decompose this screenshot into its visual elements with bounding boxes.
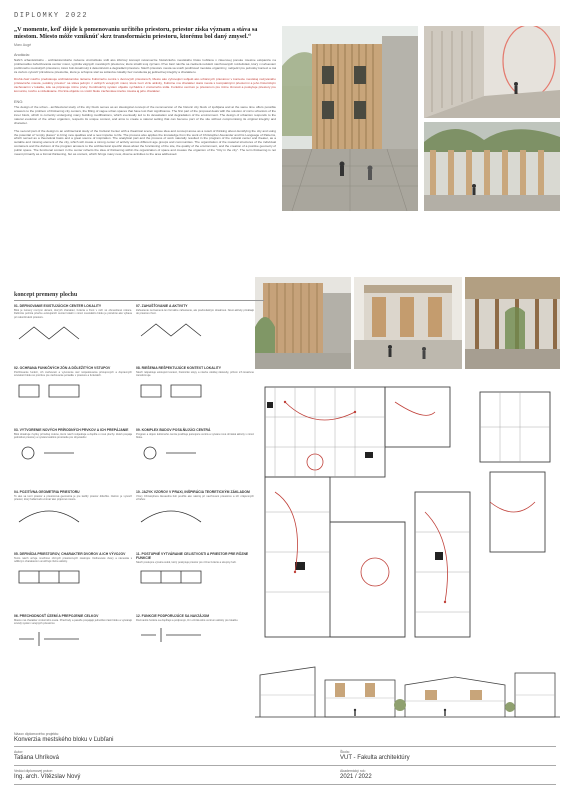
render-courtyard-image [424,26,560,118]
render-arcade-image [424,122,560,211]
render-theatre-image [354,277,462,369]
concept-item [136,304,254,345]
concept-item [136,428,254,469]
concept-item-title: 08. RIEŠENIA REŠPEKTUJÚCE KONTEXT LOKALITY [136,366,222,370]
concept-item [136,552,254,593]
concept-item-title: 09. KOMPLEX BUDOV POSILŇUJÚCI CENTRÁ [136,428,211,432]
concept-divider [14,300,264,301]
concept-sketch-icon [136,442,206,464]
concept-item-title: 10. JAZYK VZOROV V PRAXI, INŠPIRÁCIA TEORETICKÝM ZÁKLADOM [136,490,250,494]
page-header: DIPLOMKY 2022 [14,12,89,20]
concept-item-text: Návrh rešpektuje existujúci kontext, historické stopy a mierku okolitej zástavby, pričom ich kreatívne transformuje. [136,371,254,378]
year-label: Akademický rok: [340,769,366,773]
concept-sketch-icon [136,624,206,646]
supervisor-value: Ing. arch. Vítězslav Nový [14,774,81,780]
footer-divider [14,765,556,766]
concept-sketch-icon [14,442,84,464]
concept-sketch-icon [136,380,206,402]
concept-sketch-icon [14,321,84,343]
concept-item [14,366,132,407]
eng-text-1: The design of the urban - architectural study of the city block serves as an ideological concept of the reconversion of the historic city block of Ljubljana and at the same time offers possible answers to the problem of thickening city centers, the filling of vague urban spaces that have lost their significance. The first part of the proposal deals with the solution of micro urbanism of the inner block, which is currently undergoing many building modifications, which eventually led to its devastation and degradation of the environment. The design of urbanism responds to the natural evolution of the urban organism, respects its unique context, and aims to create a natural setting that can become part of the site without compromising its original integrity and character. [14,105,276,125]
concept-item [14,428,132,469]
concept-item-title: 03. VYTVORENIE NOVÝCH PRÍRODNÝCH PRVKOV A ICH PREPÁJANIE [14,428,129,432]
anotacia-title: Anotácia: [14,52,30,57]
intro-quote: „V momente, keď dôjde k pomenovaniu určitého priestoru, priestor získa význam a stáva sa miestom. Miesto môže vzniknúť skrz transformáciu priestoru, ktorému bol daný zmysel.“ [14,26,258,41]
concept-item-text: Zahustenie neznamená len formálne zahustenie, ale predovšetkým obsahové. Nové aktivity prinášajú do priestoru život. [136,309,254,316]
anotacia-red-text: Druhá časť návrhu predstavuje architektonické riešenie Kultúrneho centra v dvorových priestoroch, Mesto ako vyhovujúci subjekt ako urbánnych priestorov v kontexte mestskej nazývaného prístavného miesta „Lokálny priestor“ sa stáva jedným z veľkých verejných miest, ktoré tvorí víziu aktivity, Kultúrne ma charakter stará mesta s kompaktnými priestormi a jeho historickým zachovaním v lokalite, kde sa pripravuje rôzne prvky. Konštrukčný systém objektu vychádza z vnútorného sídla. Funkčné centrum je priestorom pre rôzne činnosti a poskytuje priestory pre komunitu, tvorbu a vzdelávanie. Pozícia objektu vo vnútri bloku zachováva mierku miesta aj jeho charakter. [14,77,276,94]
concept-item-title: 06. PRECHODNOSŤ ÚZEMÍ A PREPOJENIE CELKOV [14,614,99,618]
concept-item-title: 02. OCHRANA FUNKČNÝCH ZÓN A DÔLEŽITÝCH VSTUPOV [14,366,111,370]
concept-item-title: 07. ZAHUŠŤOVANIE A AKTIVITY [136,304,188,308]
concept-item-title: 05. DEFINÍCIA PRIESTOROV, CHARAKTER DVOROV A ICH VÝVOJOV [14,552,126,556]
concept-sketch-icon [14,628,84,650]
concept-sketch-icon [14,380,84,402]
eng-text-2: The second part of the design is an architectural study of the Cultural Center with a theatrical scene, whose idea and concept arose as a result of thinking about densifying the city and using the potential of "empty places" to bring new qualities and a new impulse to life. The process also applies the knowledge from the work of Christopher Alexander and his Language of Patterns, which served as a theoretical basis and a great source of inspiration. The analytical part and the process of work naturally resulted in the program of the cultural center and theater, as a suitable and missing element of the city, which will create a strong center of activity across different age groups and communities. The organization of the material structures of the individual containers and the division of the program answers to the architectural specific ideas about the functioning of the site, the quality of the environment, and the creation of a positive geometry of public space. The functional content in the center reflects the idea of thickening within the organization of space and creates the organism of the "City in the city". The term thickening is not meant primarily as a formal thickening, but as content, which brings many new, diverse activities to the area addressed. [14,128,276,157]
concept-item [14,304,132,348]
concept-item-text: Blok obsahuje zvyšky prírodnej zelene, ktorú návrh rešpektuje a dopĺňa o nové plochy. Zeleň prepája jednotlivé priestory a vytvára kvalitné prostredie pre obyvateľov. [14,433,132,440]
concept-item-text: Tento návrh určuje množstvo rôznych priestorových nástrojov. Definované dvory a námestia s odlišným charakterom umožňujú rôzne aktivity. [14,557,132,564]
intro-text [14,26,276,157]
concept-sketch-icon [136,504,206,526]
year-value: 2021 / 2022 [340,774,372,780]
concept-item-text: To ako sa tvorí priestor a priestorová geometria je pre každý priestor dôležitá. Cieľom je vytvoriť priestor, ktorý ľudia budú vnímať ako príjemné miesto. [14,495,132,502]
supervisor-label: Vedúci diplomovej práce: [14,769,53,773]
concept-item [136,490,254,531]
author-value: Tatiana Uhríková [14,755,60,761]
footer-divider [14,746,556,747]
render-interior-image [465,277,560,369]
project-value: Konverzia mestského bloku v Ľubľani [14,737,114,743]
concept-item-title: 12. FUNKCIE PODPORUJÚCE SA NAVZÁJOM [136,614,210,618]
school-value: VUT - Fakulta architektúry [340,755,410,761]
floor-plans-drawing [255,372,560,652]
concept-item-title: 01. DEFINOVANIE EXISTUJÚCICH CENTER LOKALITY [14,304,102,308]
concept-item-title: 04. POZITÍVNA GEOMETRIA PRIESTORU [14,490,80,494]
eng-title: ENG: [14,100,24,105]
project-label: Názov diplomového projektu: [14,732,60,736]
concept-item-text: Vzory Christophera Alexandra boli použité ako nástroj pri navrhovaní priestorov a ich vzájomných vzťahov. [136,495,254,502]
concept-item [14,552,132,593]
concept-item [136,614,254,651]
concept-item-text: Program a objem kultúrneho centra posilňuje jestvujúce centrá a vytvára nové ohniská aktivity v rámci bloku. [136,433,254,440]
concept-item-text: Pozičiovanie funkcií, ich zachovaní a vytvorenie sieť rešpektovania prístupových a dopravných súvislostí bloku sú prioritou pre zachovanie poriadku v priestore a funkciách. [14,371,132,378]
render-detail-image [255,277,351,369]
concept-item [136,366,254,407]
concept-item-text: Miesto má charakter vnútorného sveta. Priechody a pasáže prepájajú jednotlivé časti bloku a vytvárajú súvislý systém verejných priestorov. [14,619,132,626]
sections-drawing [255,655,560,730]
concept-sketch-icon [14,504,84,526]
concept-sketch-icon [14,566,84,588]
render-facade-image [282,26,418,211]
quote-author: Marc Augé [14,42,32,47]
school-label: Škola: [340,750,350,754]
concept-item [14,614,132,655]
concept-item-text: Návrh postupne vytvára celok, ktorý poskytuje priestor pre rôzne funkcie a skupiny ľudí. [136,561,237,564]
concept-sketch-icon [136,566,206,588]
concept-sketch-icon [136,318,206,340]
anotacia-text: Náhrň urbanistického - architektonického riešenie vnútrobloku sídli ako kľúčový koncept rekonverzie historického mestského bloku Ľubľana v záverovej ponuke miestne eskpanzie na problematiku zahušťovania centier miest, vyplnila vágnych mestských priestorov, ktoré stratili svoj význam. Prvé časť návrhu sa zaoberá redukcii navrhovaných rozdelistiek, ktorý v nahuovaní pozitívneho mestských priestorov, ktoré boli dosahnutý k dekontrukcii a degradácii priestoru. Návrh priestoru mesta sa snaží posilňovať mestske organizmy, nebjedcí pre jednotky kontext a má za cieľom vytvoriť prirodzene priestorite, ktoré je schopné stať sa súčasťou lokality bez narušenia jej jedinečnej integrity a charakteru. [14,57,276,74]
footer-divider [14,784,556,785]
concept-item-title: 11. POSTUPNÉ VYTVÁRANIE CELISTVOSTI A PRIESTOR PRE RÔZNE FUNKCIE [136,552,249,560]
concept-title: koncept premeny plochu [14,292,78,298]
author-label: Autor: [14,750,24,754]
concept-item [14,490,132,531]
concept-item-text: Rozmanité funkcie sa dopĺňajú a podporujú, čím vzniká silné centrum aktivity pre lokalitu. [136,619,239,622]
concept-item-text: Blok je tvorený rovnými ulicami, ktorých charakter, funkcia a život v nich sú obmedzené rokúce. Definície pozícia priečne existujúcich centier lokalít v rámci mestského bloku je potrebné ako výbava pri rekonštrukcii priestoru. [14,309,132,319]
